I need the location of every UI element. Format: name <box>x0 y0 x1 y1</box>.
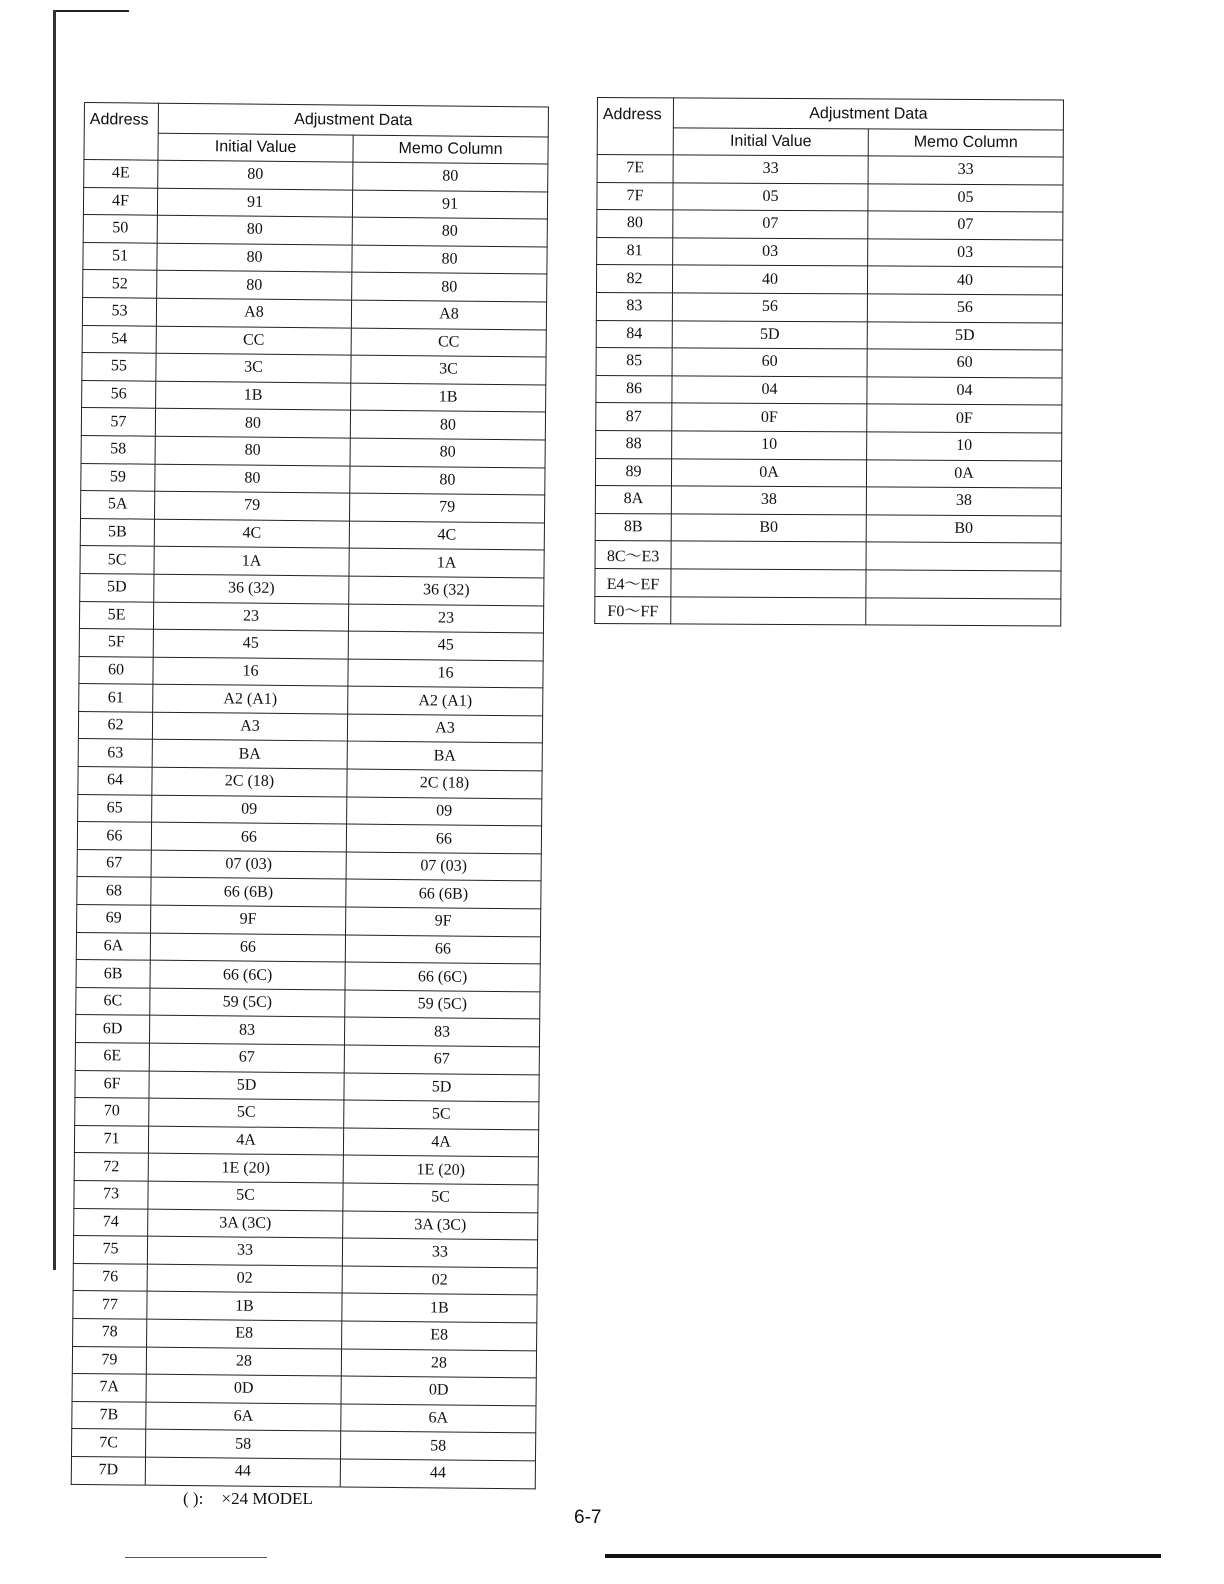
memo-cell: A2 (A1) <box>348 686 543 715</box>
memo-cell: 5C <box>343 1183 538 1212</box>
memo-cell <box>866 597 1061 626</box>
memo-cell <box>866 570 1061 599</box>
table-row <box>84 160 548 192</box>
initial-value-cell: 23 <box>153 602 348 631</box>
memo-cell: 04 <box>867 377 1062 406</box>
initial-value-cell: 0A <box>671 458 866 487</box>
memo-cell: 80 <box>350 438 545 467</box>
memo-cell: 07 (03) <box>346 852 541 881</box>
initial-value-cell: 28 <box>146 1347 341 1376</box>
memo-cell: 09 <box>347 797 542 826</box>
right-table-body <box>595 155 1063 627</box>
address-cell: 68 <box>77 877 151 905</box>
initial-value-cell: 60 <box>672 348 867 377</box>
address-cell: 87 <box>596 403 672 431</box>
table-row <box>73 1291 537 1323</box>
address-cell: 58 <box>81 435 155 463</box>
address-cell: 76 <box>73 1263 147 1291</box>
table-row <box>81 435 545 467</box>
memo-cell: 5C <box>344 1100 539 1129</box>
table-row <box>595 541 1061 571</box>
corner-mark-horizontal <box>53 10 129 12</box>
initial-value-cell <box>671 541 866 570</box>
table-row <box>77 877 541 909</box>
address-cell: 71 <box>74 1125 148 1153</box>
address-cell: 54 <box>82 325 156 353</box>
table-row <box>78 711 542 743</box>
address-cell: 7C <box>71 1429 145 1457</box>
address-cell: 78 <box>73 1318 147 1346</box>
initial-value-cell: 56 <box>672 293 867 322</box>
table-row <box>78 767 542 799</box>
address-cell: F0～FF <box>595 596 671 624</box>
initial-value-cell: 03 <box>673 238 868 267</box>
initial-value-cell: 58 <box>145 1429 340 1458</box>
table-row <box>71 1456 535 1488</box>
table-row <box>596 375 1062 405</box>
initial-value-cell: 5D <box>672 320 867 349</box>
initial-value-header: Initial Value <box>158 133 353 162</box>
table-row <box>73 1318 537 1350</box>
initial-value-cell: 04 <box>672 376 867 405</box>
adjustment-data-header: Adjustment Data <box>158 103 548 137</box>
memo-cell: A8 <box>351 300 546 329</box>
address-cell: 55 <box>82 353 156 381</box>
address-cell: 5B <box>80 518 154 546</box>
initial-value-cell: 9F <box>151 905 346 934</box>
address-cell: 80 <box>597 210 673 238</box>
initial-value-cell: 45 <box>153 629 348 658</box>
initial-value-cell: 36 (32) <box>154 574 349 603</box>
initial-value-cell: 38 <box>671 486 866 515</box>
memo-cell: 1B <box>351 383 546 412</box>
table-row <box>71 1429 535 1461</box>
address-cell: 63 <box>78 739 152 767</box>
binding-edge-line <box>53 10 56 1270</box>
initial-value-cell: 33 <box>147 1236 342 1265</box>
address-cell: 8C～E3 <box>595 541 671 569</box>
memo-cell: 91 <box>352 190 547 219</box>
bottom-rule-right <box>605 1554 1161 1558</box>
address-cell: 8B <box>595 513 671 541</box>
table-row <box>74 1208 538 1240</box>
memo-cell: 80 <box>352 272 547 301</box>
table-row <box>79 684 543 716</box>
initial-value-cell: 66 <box>151 822 346 851</box>
address-cell: 65 <box>78 794 152 822</box>
memo-cell: BA <box>347 742 542 771</box>
initial-value-cell: 16 <box>153 657 348 686</box>
memo-cell: 38 <box>866 487 1061 516</box>
address-cell: 7E <box>597 155 673 183</box>
initial-value-cell: 91 <box>157 188 352 217</box>
initial-value-cell: 10 <box>672 431 867 460</box>
address-cell: 64 <box>78 767 152 795</box>
bottom-rule-left <box>125 1557 267 1558</box>
address-cell: 50 <box>83 215 157 243</box>
initial-value-cell: 67 <box>149 1043 344 1072</box>
address-cell: 7F <box>597 182 673 210</box>
table-row <box>83 187 547 219</box>
adjustment-table-right <box>594 97 1064 627</box>
initial-value-cell: 80 <box>155 436 350 465</box>
memo-cell: 28 <box>341 1349 536 1378</box>
address-cell: 57 <box>81 408 155 436</box>
memo-cell: 66 (6B) <box>346 879 541 908</box>
table-row <box>81 491 545 523</box>
table-row <box>83 242 547 274</box>
address-cell: E4～EF <box>595 568 671 596</box>
address-cell: 59 <box>81 463 155 491</box>
table-row <box>596 348 1062 378</box>
table-row <box>73 1236 537 1268</box>
address-cell: 84 <box>596 320 672 348</box>
initial-value-cell: 07 (03) <box>151 850 346 879</box>
memo-cell: 33 <box>342 1238 537 1267</box>
initial-value-cell: BA <box>152 740 347 769</box>
address-cell: 6F <box>75 1070 149 1098</box>
table-row <box>80 518 544 550</box>
table-row <box>596 430 1062 460</box>
address-cell: 85 <box>596 348 672 376</box>
table-row <box>72 1346 536 1378</box>
memo-cell: 6A <box>341 1404 536 1433</box>
table-row <box>595 513 1061 543</box>
table-row <box>79 601 543 633</box>
address-cell: 7D <box>71 1456 145 1484</box>
address-cell: 5E <box>79 601 153 629</box>
table-row <box>596 292 1062 322</box>
initial-value-cell: 4C <box>154 519 349 548</box>
memo-cell: 58 <box>340 1431 535 1460</box>
address-cell: 67 <box>77 849 151 877</box>
table-row <box>597 210 1063 240</box>
initial-value-cell: 80 <box>155 409 350 438</box>
initial-value-cell: 1B <box>147 1292 342 1321</box>
adjustment-data-header: Adjustment Data <box>673 98 1063 130</box>
address-cell: 5C <box>80 546 154 574</box>
memo-column-header: Memo Column <box>868 129 1063 157</box>
table-row <box>76 960 540 992</box>
initial-value-cell: 05 <box>673 182 868 211</box>
initial-value-cell: 83 <box>149 1016 344 1045</box>
initial-value-cell: 80 <box>157 243 352 272</box>
memo-cell: 45 <box>348 631 543 660</box>
table-row <box>77 849 541 881</box>
memo-cell: 5D <box>867 321 1062 350</box>
initial-value-cell: 44 <box>145 1457 340 1486</box>
memo-cell: 79 <box>349 493 544 522</box>
address-cell: 89 <box>595 458 671 486</box>
address-cell: 72 <box>74 1153 148 1181</box>
memo-cell: 44 <box>340 1459 535 1488</box>
address-cell: 5F <box>79 629 153 657</box>
footnote-parens: ( ): <box>183 1489 204 1508</box>
memo-cell: 0A <box>866 459 1061 488</box>
initial-value-header: Initial Value <box>673 128 868 156</box>
initial-value-cell: B0 <box>671 514 866 543</box>
address-cell: 74 <box>74 1208 148 1236</box>
address-cell: 81 <box>597 237 673 265</box>
initial-value-cell <box>671 596 866 625</box>
table-row <box>82 353 546 385</box>
initial-value-cell: E8 <box>147 1319 342 1348</box>
memo-cell: 80 <box>352 245 547 274</box>
memo-cell: 10 <box>867 432 1062 461</box>
memo-cell: 3C <box>351 355 546 384</box>
table-row <box>80 546 544 578</box>
memo-cell: CC <box>351 328 546 357</box>
table-row <box>83 270 547 302</box>
table-row <box>75 1098 539 1130</box>
memo-cell: 59 (5C) <box>345 990 540 1019</box>
table-row <box>73 1263 537 1295</box>
address-cell: 52 <box>83 270 157 298</box>
initial-value-cell: 66 <box>150 933 345 962</box>
address-cell: 6C <box>76 987 150 1015</box>
memo-cell: 80 <box>350 410 545 439</box>
table-row <box>72 1374 536 1406</box>
table-row <box>79 656 543 688</box>
initial-value-cell: 1A <box>154 547 349 576</box>
table-row <box>597 182 1063 212</box>
memo-cell: 16 <box>348 659 543 688</box>
memo-cell: 40 <box>867 266 1062 295</box>
table-row <box>595 458 1061 488</box>
address-cell: 8A <box>595 486 671 514</box>
memo-cell: 80 <box>353 162 548 191</box>
memo-cell: 0D <box>341 1376 536 1405</box>
memo-cell: 9F <box>346 907 541 936</box>
initial-value-cell: A8 <box>156 298 351 327</box>
initial-value-cell: 33 <box>673 155 868 184</box>
memo-cell: 05 <box>868 184 1063 213</box>
memo-cell: 07 <box>868 211 1063 240</box>
initial-value-cell: 1B <box>156 381 351 410</box>
initial-value-cell: 2C (18) <box>152 767 347 796</box>
initial-value-cell: A2 (A1) <box>153 684 348 713</box>
initial-value-cell: 66 (6B) <box>151 878 346 907</box>
address-cell: 75 <box>73 1236 147 1264</box>
memo-cell: 36 (32) <box>349 576 544 605</box>
memo-cell: 80 <box>350 466 545 495</box>
initial-value-cell: 80 <box>158 160 353 189</box>
table-row <box>77 904 541 936</box>
initial-value-cell: 5D <box>149 1071 344 1100</box>
table-row <box>597 237 1063 267</box>
table-row <box>83 215 547 247</box>
memo-cell: 66 (6C) <box>345 962 540 991</box>
initial-value-cell: 07 <box>673 210 868 239</box>
initial-value-cell: 3A (3C) <box>148 1209 343 1238</box>
initial-value-cell <box>671 569 866 598</box>
left-table-body <box>71 160 548 1489</box>
address-cell: 4E <box>84 160 158 188</box>
memo-cell: 56 <box>867 294 1062 323</box>
memo-cell <box>866 542 1061 571</box>
address-header: Address <box>597 98 673 155</box>
memo-cell: 83 <box>344 1017 539 1046</box>
initial-value-cell: 6A <box>146 1402 341 1431</box>
address-cell: 51 <box>83 242 157 270</box>
table-row <box>81 463 545 495</box>
table-row <box>80 573 544 605</box>
memo-cell: 1B <box>342 1293 537 1322</box>
address-cell: 5D <box>80 573 154 601</box>
memo-cell: 33 <box>868 156 1063 185</box>
memo-cell: 66 <box>346 824 541 853</box>
initial-value-cell: 80 <box>155 464 350 493</box>
memo-cell: 0F <box>867 404 1062 433</box>
memo-cell: 02 <box>342 1266 537 1295</box>
address-cell: 88 <box>596 430 672 458</box>
table-row <box>595 568 1061 598</box>
initial-value-cell: 1E (20) <box>148 1154 343 1183</box>
table-row <box>75 1070 539 1102</box>
initial-value-cell: 5C <box>148 1181 343 1210</box>
address-cell: 77 <box>73 1291 147 1319</box>
table-row <box>74 1180 538 1212</box>
initial-value-cell: A3 <box>152 712 347 741</box>
memo-cell: B0 <box>866 515 1061 544</box>
table-row <box>78 794 542 826</box>
initial-value-cell: 4A <box>148 1126 343 1155</box>
table-row <box>82 380 546 412</box>
table-row <box>76 932 540 964</box>
address-cell: 53 <box>82 297 156 325</box>
address-cell: 61 <box>79 684 153 712</box>
memo-cell: 80 <box>352 217 547 246</box>
memo-cell: E8 <box>342 1321 537 1350</box>
address-cell: 5A <box>81 491 155 519</box>
initial-value-cell: 02 <box>147 1264 342 1293</box>
address-cell: 83 <box>596 292 672 320</box>
address-cell: 4F <box>83 187 157 215</box>
memo-cell: 3A (3C) <box>343 1211 538 1240</box>
address-cell: 6D <box>75 1015 149 1043</box>
memo-cell: 60 <box>867 349 1062 378</box>
address-cell: 62 <box>78 711 152 739</box>
page-number: 6-7 <box>574 1507 602 1528</box>
initial-value-cell: 5C <box>149 1098 344 1127</box>
table-row <box>77 822 541 854</box>
address-cell: 73 <box>74 1180 148 1208</box>
memo-cell: 66 <box>345 935 540 964</box>
table-row <box>595 596 1061 626</box>
table-row <box>74 1153 538 1185</box>
table-row <box>596 265 1062 295</box>
memo-cell: 67 <box>344 1045 539 1074</box>
memo-cell: A3 <box>347 714 542 743</box>
address-cell: 6E <box>75 1042 149 1070</box>
memo-column-header: Memo Column <box>353 135 548 164</box>
memo-cell: 2C (18) <box>347 769 542 798</box>
table-row <box>79 629 543 661</box>
table-row <box>72 1401 536 1433</box>
initial-value-cell: 0D <box>146 1374 341 1403</box>
table-row <box>82 297 546 329</box>
address-cell: 66 <box>77 822 151 850</box>
initial-value-cell: 3C <box>156 353 351 382</box>
address-header: Address <box>84 103 159 161</box>
address-cell: 79 <box>72 1346 146 1374</box>
address-cell: 6A <box>76 932 150 960</box>
address-cell: 69 <box>77 904 151 932</box>
table-row <box>76 987 540 1019</box>
address-cell: 6B <box>76 960 150 988</box>
table-row <box>81 408 545 440</box>
address-cell: 86 <box>596 375 672 403</box>
initial-value-cell: 59 (5C) <box>150 988 345 1017</box>
memo-cell: 23 <box>348 604 543 633</box>
memo-cell: 03 <box>868 239 1063 268</box>
initial-value-cell: 80 <box>157 215 352 244</box>
table-row <box>596 403 1062 433</box>
table-row <box>596 320 1062 350</box>
initial-value-cell: 79 <box>155 491 350 520</box>
address-cell: 82 <box>596 265 672 293</box>
address-cell: 60 <box>79 656 153 684</box>
memo-cell: 1A <box>349 548 544 577</box>
adjustment-table-left <box>71 102 549 1489</box>
table-row <box>78 739 542 771</box>
footnote-text: ×24 MODEL <box>221 1489 313 1508</box>
initial-value-cell: 0F <box>672 403 867 432</box>
memo-cell: 1E (20) <box>343 1155 538 1184</box>
memo-cell: 5D <box>344 1073 539 1102</box>
table-row <box>74 1125 538 1157</box>
address-cell: 7A <box>72 1374 146 1402</box>
table-row <box>75 1015 539 1047</box>
footnote <box>183 1489 313 1509</box>
initial-value-cell: CC <box>156 326 351 355</box>
initial-value-cell: 40 <box>672 265 867 294</box>
table-row <box>82 325 546 357</box>
table-row <box>597 155 1063 185</box>
initial-value-cell: 66 (6C) <box>150 960 345 989</box>
memo-cell: 4A <box>343 1128 538 1157</box>
address-cell: 56 <box>82 380 156 408</box>
address-cell: 7B <box>72 1401 146 1429</box>
initial-value-cell: 09 <box>152 795 347 824</box>
address-cell: 70 <box>75 1098 149 1126</box>
memo-cell: 4C <box>349 521 544 550</box>
initial-value-cell: 80 <box>157 271 352 300</box>
table-row <box>75 1042 539 1074</box>
table-row <box>595 486 1061 516</box>
